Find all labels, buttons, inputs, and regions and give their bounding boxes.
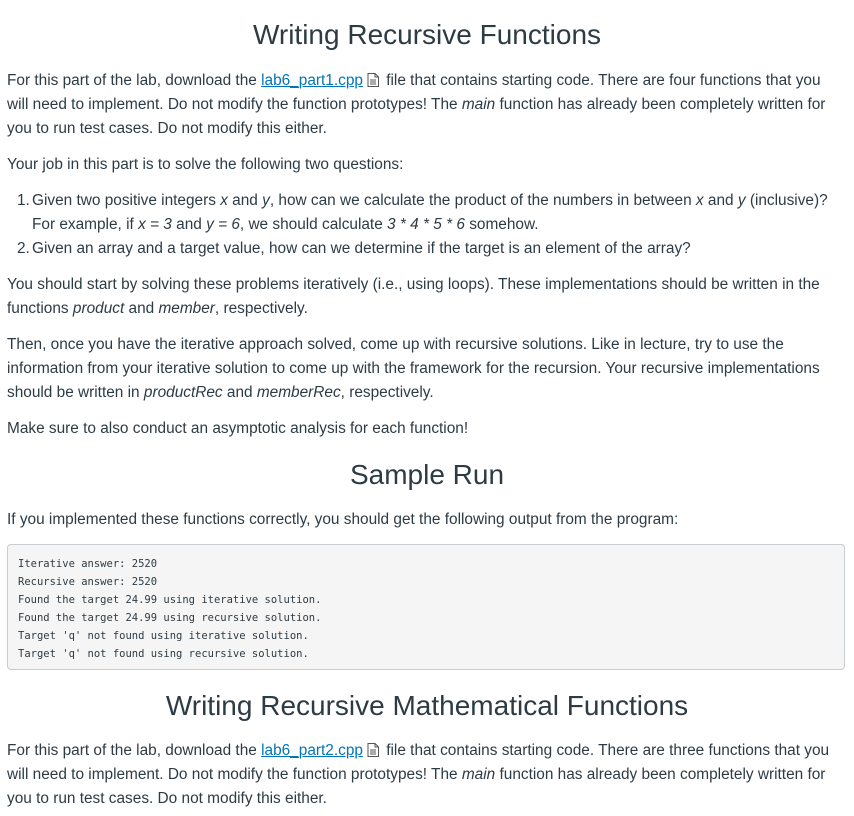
- part1-job: Your job in this part is to solve the following two questions:: [7, 156, 404, 173]
- part1-iterative: You should start by solving these problems iteratively (i.e., using loops). These implementations should be written in the functions product and member, respectively.: [7, 276, 820, 317]
- code-line: Target 'q' not found using recursive solution.: [18, 648, 309, 660]
- code-line: Found the target 24.99 using iterative solution.: [18, 594, 322, 606]
- code-line: Target 'q' not found using iterative solution.: [18, 630, 309, 642]
- list-item: 2. Given an array and a target value, how can we determine if the target is an element of the array?: [17, 240, 691, 257]
- part1-asymptotic: Make sure to also conduct an asymptotic analysis for each function!: [7, 420, 469, 437]
- heading-writing-recursive-functions: Writing Recursive Functions: [252, 19, 602, 50]
- part1-recursive: Then, once you have the iterative approach solved, come up with recursive solutions. Like in lecture, try to use the information from your iterative solution to come up with the framework for the recursion. Your recursive implementations should be written in productRec and memberRec, respectively.: [7, 336, 820, 401]
- part1-intro: For this part of the lab, download the lab6_part1.cpp file that contains starting code. There are four functions that you will need to implement. Do not modify the function prototypes! The main function has already been completely written for you to run test cases. Do not modify this either.: [7, 72, 826, 137]
- code-line: Iterative answer: 2520: [18, 558, 158, 570]
- file-preview-icon[interactable]: [367, 741, 379, 755]
- part2-intro: For this part of the lab, download the lab6_part2.cpp file that contains starting code. There are three functions that you will need to implement. Do not modify the function prototypes! The main function has already been completely written for you to run test cases. Do not modify this either.: [7, 742, 830, 807]
- code-line: Recursive answer: 2520: [18, 576, 158, 588]
- heading-writing-recursive-mathematical-functions: Writing Recursive Mathematical Functions: [165, 690, 689, 721]
- question-list: [7, 189, 845, 261]
- sample-intro: If you implemented these functions correctly, you should get the following output from the program:: [7, 511, 679, 528]
- lab6-part2-link[interactable]: lab6_part2.cpp: [261, 742, 363, 759]
- file-preview-icon[interactable]: [367, 71, 379, 85]
- heading-sample-run: Sample Run: [349, 459, 505, 490]
- code-line: Found the target 24.99 using recursive solution.: [18, 612, 322, 624]
- list-item: 1. Given two positive integers x and y, how can we calculate the product of the numbers in between x and y (inclusive)? For example, if x = 3 and y = 6, we should calculate 3 * 4 * 5 * 6 somehow.: [17, 192, 828, 233]
- lab6-part1-link[interactable]: lab6_part1.cpp: [261, 72, 363, 89]
- sample-output-code: [7, 544, 845, 670]
